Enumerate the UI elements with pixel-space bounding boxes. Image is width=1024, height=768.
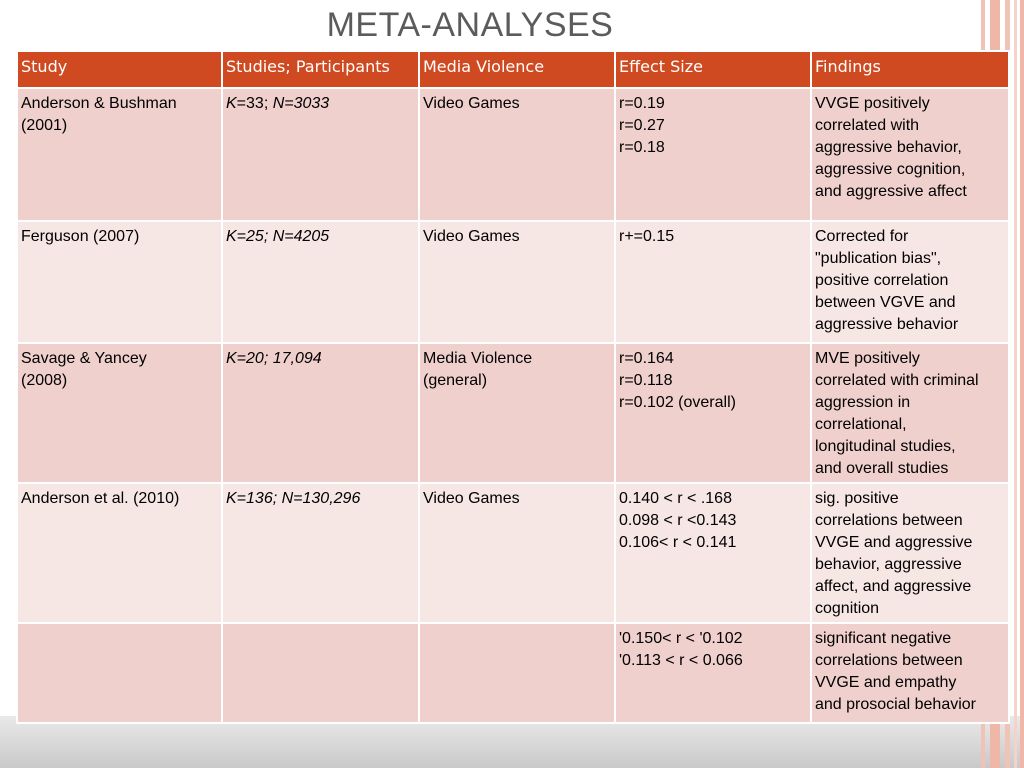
cell-effect-size	[615, 221, 811, 343]
findings-line: VVGE positively	[815, 95, 930, 112]
cell-effect-size	[615, 483, 811, 623]
cell-media	[419, 343, 615, 483]
effect-line: r=0.102 (overall)	[619, 394, 736, 411]
effect-line: r=0.19	[619, 95, 665, 112]
cell-media	[419, 221, 615, 343]
table-row	[17, 623, 1009, 723]
findings-line: aggressive behavior	[815, 316, 959, 333]
cell-study	[17, 623, 222, 723]
media-line: (general)	[423, 372, 488, 389]
findings-line: Corrected for	[815, 228, 909, 245]
findings-line: cognition	[815, 600, 880, 617]
cell-effect-size	[615, 343, 811, 483]
findings-line: correlational,	[815, 416, 907, 433]
findings-line: aggression in	[815, 394, 911, 411]
effect-line: r+=0.15	[619, 228, 675, 245]
findings-line: correlations between	[815, 512, 963, 529]
effect-line: r=0.27	[619, 117, 665, 134]
findings-line: longitudinal studies,	[815, 438, 956, 455]
participants-text: K=136; N=130,296	[226, 490, 361, 507]
findings-line: aggressive cognition,	[815, 161, 966, 178]
study-line: (2008)	[21, 372, 68, 389]
cell-media	[419, 88, 615, 221]
findings-line: VVGE and aggressive	[815, 534, 973, 551]
effect-line: r=0.164	[619, 350, 674, 367]
table-row	[17, 221, 1009, 343]
findings-line: and aggressive affect	[815, 183, 967, 200]
study-line: Ferguson (2007)	[21, 228, 140, 245]
findings-line: positive correlation	[815, 272, 949, 289]
findings-line: between VGVE and	[815, 294, 956, 311]
effect-line: '0.150< r < '0.102	[619, 630, 743, 647]
decorative-stripe	[1020, 0, 1024, 768]
header-participants: Studies; Participants	[222, 51, 419, 88]
cell-study	[17, 221, 222, 343]
cell-participants	[222, 343, 419, 483]
cell-study	[17, 483, 222, 623]
findings-line: aggressive behavior,	[815, 139, 962, 156]
header-study: Study	[17, 51, 222, 88]
findings-line: behavior, aggressive	[815, 556, 962, 573]
slide-title: META-ANALYSES	[326, 6, 614, 44]
cell-media	[419, 623, 615, 723]
media-line: Video Games	[423, 490, 520, 507]
findings-line: sig. positive	[815, 490, 899, 507]
findings-line: significant negative	[815, 630, 952, 647]
findings-line: "publication bias",	[815, 250, 942, 267]
findings-line: correlated with criminal	[815, 372, 979, 389]
meta-analyses-table	[16, 50, 1010, 724]
cell-findings	[811, 623, 1009, 723]
findings-line: correlated with	[815, 117, 920, 134]
participants-text: K=25; N=4205	[226, 228, 330, 245]
cell-findings	[811, 483, 1009, 623]
media-line: Media Violence	[423, 350, 533, 367]
cell-participants	[222, 88, 419, 221]
media-line: Video Games	[423, 228, 520, 245]
table-row	[17, 343, 1009, 483]
cell-effect-size	[615, 623, 811, 723]
cell-effect-size	[615, 88, 811, 221]
cell-participants	[222, 483, 419, 623]
findings-line: VVGE and empathy	[815, 674, 957, 691]
effect-line: 0.140 < r < .168	[619, 490, 732, 507]
decorative-stripe	[1014, 0, 1017, 768]
cell-study	[17, 88, 222, 221]
effect-line: 0.106< r < 0.141	[619, 534, 737, 551]
header-findings: Findings	[811, 51, 1009, 88]
participants-n: N=3033	[272, 95, 330, 112]
effect-line: r=0.18	[619, 139, 665, 156]
findings-line: correlations between	[815, 652, 963, 669]
cell-findings	[811, 221, 1009, 343]
study-line: Anderson et al. (2010)	[21, 490, 180, 507]
participants-k-value: =33;	[236, 95, 273, 112]
participants-k-label: K	[226, 95, 237, 112]
cell-participants	[222, 623, 419, 723]
findings-line: affect, and aggressive	[815, 578, 972, 595]
study-line: Anderson & Bushman	[21, 95, 177, 112]
participants-text: K=20; 17,094	[226, 350, 322, 367]
findings-line: and overall studies	[815, 460, 949, 477]
cell-study	[17, 343, 222, 483]
findings-line: MVE positively	[815, 350, 920, 367]
table-row	[17, 483, 1009, 623]
findings-line: and prosocial behavior	[815, 696, 976, 713]
effect-line: '0.113 < r < 0.066	[619, 652, 743, 669]
effect-line: r=0.118	[619, 372, 673, 389]
cell-findings	[811, 343, 1009, 483]
cell-media	[419, 483, 615, 623]
table-header-row	[17, 51, 1009, 88]
header-effect-size: Effect Size	[615, 51, 811, 88]
media-line: Video Games	[423, 95, 520, 112]
cell-findings	[811, 88, 1009, 221]
header-media-violence: Media Violence	[419, 51, 615, 88]
study-line: (2001)	[21, 117, 68, 134]
study-line: Savage & Yancey	[21, 350, 147, 367]
table-row	[17, 88, 1009, 221]
effect-line: 0.098 < r <0.143	[619, 512, 737, 529]
cell-participants	[222, 221, 419, 343]
